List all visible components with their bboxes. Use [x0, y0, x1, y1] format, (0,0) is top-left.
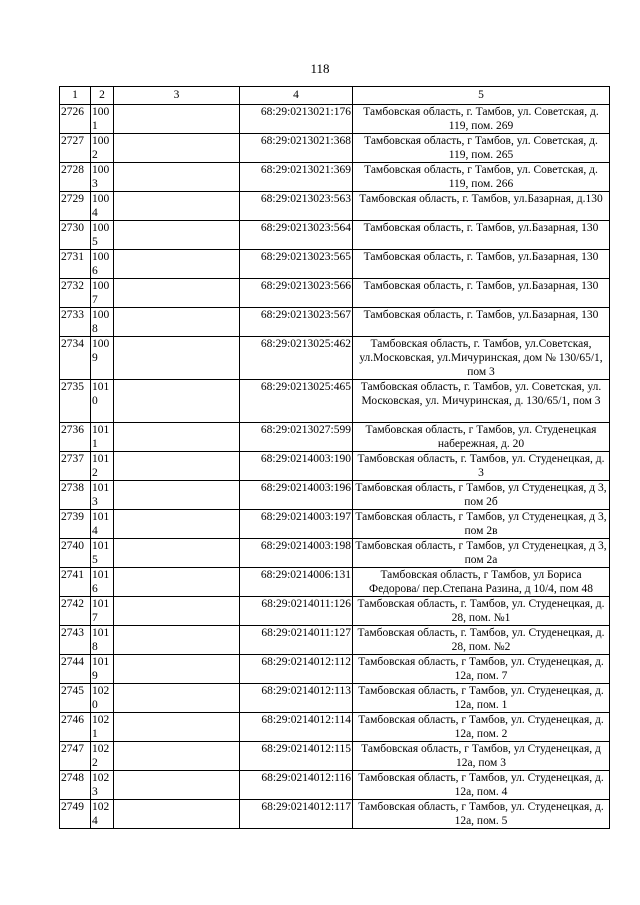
- address: Тамбовская область, г. Тамбов, ул.Базарная, 130: [353, 250, 610, 279]
- cadastral-number: 68:29:0214003:198: [240, 539, 353, 568]
- address: Тамбовская область, г. Тамбов, ул. Студенецкая, д. 3: [353, 452, 610, 481]
- row-number: 2741: [60, 568, 91, 597]
- column-3-cell: [114, 337, 240, 380]
- object-code: 1014: [91, 510, 114, 539]
- cadastral-number: 68:29:0214003:197: [240, 510, 353, 539]
- row-number: 2737: [60, 452, 91, 481]
- object-code: 1007: [91, 279, 114, 308]
- row-number: 2735: [60, 380, 91, 423]
- object-code: 1010: [91, 380, 114, 423]
- cadastral-number: 68:29:0213023:567: [240, 308, 353, 337]
- table-row: [60, 423, 610, 452]
- table-row: [60, 308, 610, 337]
- table-row: [60, 510, 610, 539]
- row-number: 2729: [60, 192, 91, 221]
- address: Тамбовская область, г. Тамбов, ул.Базарная, 130: [353, 279, 610, 308]
- registry-table: [59, 86, 610, 829]
- column-3-cell: [114, 626, 240, 655]
- object-code: 1006: [91, 250, 114, 279]
- object-code: 1003: [91, 163, 114, 192]
- table-row: [60, 742, 610, 771]
- column-3-cell: [114, 597, 240, 626]
- column-3-cell: [114, 308, 240, 337]
- object-code: 1004: [91, 192, 114, 221]
- header-row: [60, 87, 610, 105]
- column-3-cell: [114, 134, 240, 163]
- table-row: [60, 684, 610, 713]
- row-number: 2747: [60, 742, 91, 771]
- object-code: 1015: [91, 539, 114, 568]
- cadastral-number: 68:29:0213021:176: [240, 105, 353, 134]
- cadastral-number: 68:29:0213025:465: [240, 380, 353, 423]
- cadastral-number: 68:29:0213027:599: [240, 423, 353, 452]
- cadastral-number: 68:29:0213021:369: [240, 163, 353, 192]
- table-row: [60, 771, 610, 800]
- address: Тамбовская область, г Тамбов, ул. Студенецкая, д. 12а, пом. 4: [353, 771, 610, 800]
- column-3-cell: [114, 655, 240, 684]
- column-3-cell: [114, 539, 240, 568]
- row-number: 2726: [60, 105, 91, 134]
- cadastral-number: 68:29:0214006:131: [240, 568, 353, 597]
- cadastral-number: 68:29:0213025:462: [240, 337, 353, 380]
- row-number: 2732: [60, 279, 91, 308]
- address: Тамбовская область, г Тамбов, ул. Студенецкая, д. 12а, пом. 5: [353, 800, 610, 829]
- column-3-cell: [114, 510, 240, 539]
- column-3-cell: [114, 713, 240, 742]
- row-number: 2743: [60, 626, 91, 655]
- table-row: [60, 337, 610, 380]
- table-body: [60, 105, 610, 829]
- table-row: [60, 192, 610, 221]
- table-row: [60, 568, 610, 597]
- column-3-cell: [114, 279, 240, 308]
- column-3-cell: [114, 452, 240, 481]
- address: Тамбовская область, г Тамбов, ул Студенецкая, д 12а, пом 3: [353, 742, 610, 771]
- table-row: [60, 539, 610, 568]
- table-row: [60, 626, 610, 655]
- object-code: 1020: [91, 684, 114, 713]
- address: Тамбовская область, г Тамбов, ул. Советская, д. 119, пом. 265: [353, 134, 610, 163]
- table-row: [60, 250, 610, 279]
- column-3-cell: [114, 423, 240, 452]
- table-row: [60, 105, 610, 134]
- row-number: 2745: [60, 684, 91, 713]
- row-number: 2734: [60, 337, 91, 380]
- address: Тамбовская область, г Тамбов, ул Бориса Федорова/ пер.Степана Разина, д 10/4, пом 48: [353, 568, 610, 597]
- cadastral-number: 68:29:0214012:112: [240, 655, 353, 684]
- cadastral-number: 68:29:0214003:190: [240, 452, 353, 481]
- column-3-cell: [114, 568, 240, 597]
- row-number: 2748: [60, 771, 91, 800]
- header-col-4: 4: [240, 87, 353, 105]
- object-code: 1012: [91, 452, 114, 481]
- cadastral-number: 68:29:0214012:115: [240, 742, 353, 771]
- cadastral-number: 68:29:0214011:126: [240, 597, 353, 626]
- column-3-cell: [114, 221, 240, 250]
- cadastral-number: 68:29:0214012:114: [240, 713, 353, 742]
- row-number: 2733: [60, 308, 91, 337]
- address: Тамбовская область, г. Тамбов, ул.Базарная, 130: [353, 221, 610, 250]
- header-col-5: 5: [353, 87, 610, 105]
- cadastral-number: 68:29:0214003:196: [240, 481, 353, 510]
- cadastral-number: 68:29:0214012:117: [240, 800, 353, 829]
- cadastral-number: 68:29:0214012:116: [240, 771, 353, 800]
- row-number: 2739: [60, 510, 91, 539]
- table-row: [60, 380, 610, 423]
- address: Тамбовская область, г. Тамбов, ул.Советская, ул.Московская, ул.Мичуринская, дом № 130/65/1, пом 3: [353, 337, 610, 380]
- column-3-cell: [114, 250, 240, 279]
- object-code: 1021: [91, 713, 114, 742]
- table-row: [60, 279, 610, 308]
- row-number: 2749: [60, 800, 91, 829]
- table-row: [60, 452, 610, 481]
- page-number: 118: [310, 61, 330, 76]
- address: Тамбовская область, г Тамбов, ул. Студенецкая набережная, д. 20: [353, 423, 610, 452]
- row-number: 2740: [60, 539, 91, 568]
- cadastral-number: 68:29:0213023:564: [240, 221, 353, 250]
- address: Тамбовская область, г Тамбов, ул. Студенецкая, д. 12а, пом. 2: [353, 713, 610, 742]
- object-code: 1024: [91, 800, 114, 829]
- address: Тамбовская область, г. Тамбов, ул.Базарная, д.130: [353, 192, 610, 221]
- object-code: 1017: [91, 597, 114, 626]
- row-number: 2728: [60, 163, 91, 192]
- table-row: [60, 800, 610, 829]
- cadastral-number: 68:29:0214011:127: [240, 626, 353, 655]
- column-3-cell: [114, 105, 240, 134]
- row-number: 2738: [60, 481, 91, 510]
- row-number: 2746: [60, 713, 91, 742]
- address: Тамбовская область, г Тамбов, ул Студенецкая, д 3, пом 2а: [353, 539, 610, 568]
- column-3-cell: [114, 771, 240, 800]
- column-3-cell: [114, 380, 240, 423]
- object-code: 1008: [91, 308, 114, 337]
- column-3-cell: [114, 684, 240, 713]
- header-col-2: 2: [91, 87, 114, 105]
- header-col-3: 3: [114, 87, 240, 105]
- table-row: [60, 163, 610, 192]
- table-row: [60, 134, 610, 163]
- header-col-1: 1: [60, 87, 91, 105]
- row-number: 2744: [60, 655, 91, 684]
- address: Тамбовская область, г Тамбов, ул Студенецкая, д 3, пом 2в: [353, 510, 610, 539]
- cadastral-number: 68:29:0213021:368: [240, 134, 353, 163]
- address: Тамбовская область, г. Тамбов, ул.Базарная, 130: [353, 308, 610, 337]
- address: Тамбовская область, г Тамбов, ул. Студенецкая, д. 12а, пом. 1: [353, 684, 610, 713]
- address: Тамбовская область, г. Тамбов, ул. Студенецкая, д. 28, пом. №2: [353, 626, 610, 655]
- cadastral-number: 68:29:0213023:566: [240, 279, 353, 308]
- cadastral-number: 68:29:0213023:565: [240, 250, 353, 279]
- address: Тамбовская область, г. Тамбов, ул. Советская, д. 119, пом. 269: [353, 105, 610, 134]
- address: Тамбовская область, г Тамбов, ул. Советская, д. 119, пом. 266: [353, 163, 610, 192]
- table-row: [60, 655, 610, 684]
- table-row: [60, 597, 610, 626]
- address: Тамбовская область, г Тамбов, ул Студенецкая, д 3, пом 2б: [353, 481, 610, 510]
- table-row: [60, 481, 610, 510]
- address: Тамбовская область, г. Тамбов, ул. Советская, ул. Московская, ул. Мичуринская, д. 130/65/1, пом 3: [353, 380, 610, 423]
- object-code: 1018: [91, 626, 114, 655]
- object-code: 1019: [91, 655, 114, 684]
- column-3-cell: [114, 742, 240, 771]
- cadastral-number: 68:29:0214012:113: [240, 684, 353, 713]
- object-code: 1011: [91, 423, 114, 452]
- row-number: 2730: [60, 221, 91, 250]
- object-code: 1005: [91, 221, 114, 250]
- table-row: [60, 221, 610, 250]
- address: Тамбовская область, г Тамбов, ул. Студенецкая, д. 12а, пом. 7: [353, 655, 610, 684]
- column-3-cell: [114, 163, 240, 192]
- object-code: 1009: [91, 337, 114, 380]
- row-number: 2742: [60, 597, 91, 626]
- object-code: 1013: [91, 481, 114, 510]
- column-3-cell: [114, 800, 240, 829]
- row-number: 2727: [60, 134, 91, 163]
- address: Тамбовская область, г. Тамбов, ул. Студенецкая, д. 28, пом. №1: [353, 597, 610, 626]
- column-3-cell: [114, 481, 240, 510]
- object-code: 1001: [91, 105, 114, 134]
- column-3-cell: [114, 192, 240, 221]
- row-number: 2731: [60, 250, 91, 279]
- object-code: 1016: [91, 568, 114, 597]
- object-code: 1022: [91, 742, 114, 771]
- row-number: 2736: [60, 423, 91, 452]
- table-row: [60, 713, 610, 742]
- object-code: 1023: [91, 771, 114, 800]
- object-code: 1002: [91, 134, 114, 163]
- cadastral-number: 68:29:0213023:563: [240, 192, 353, 221]
